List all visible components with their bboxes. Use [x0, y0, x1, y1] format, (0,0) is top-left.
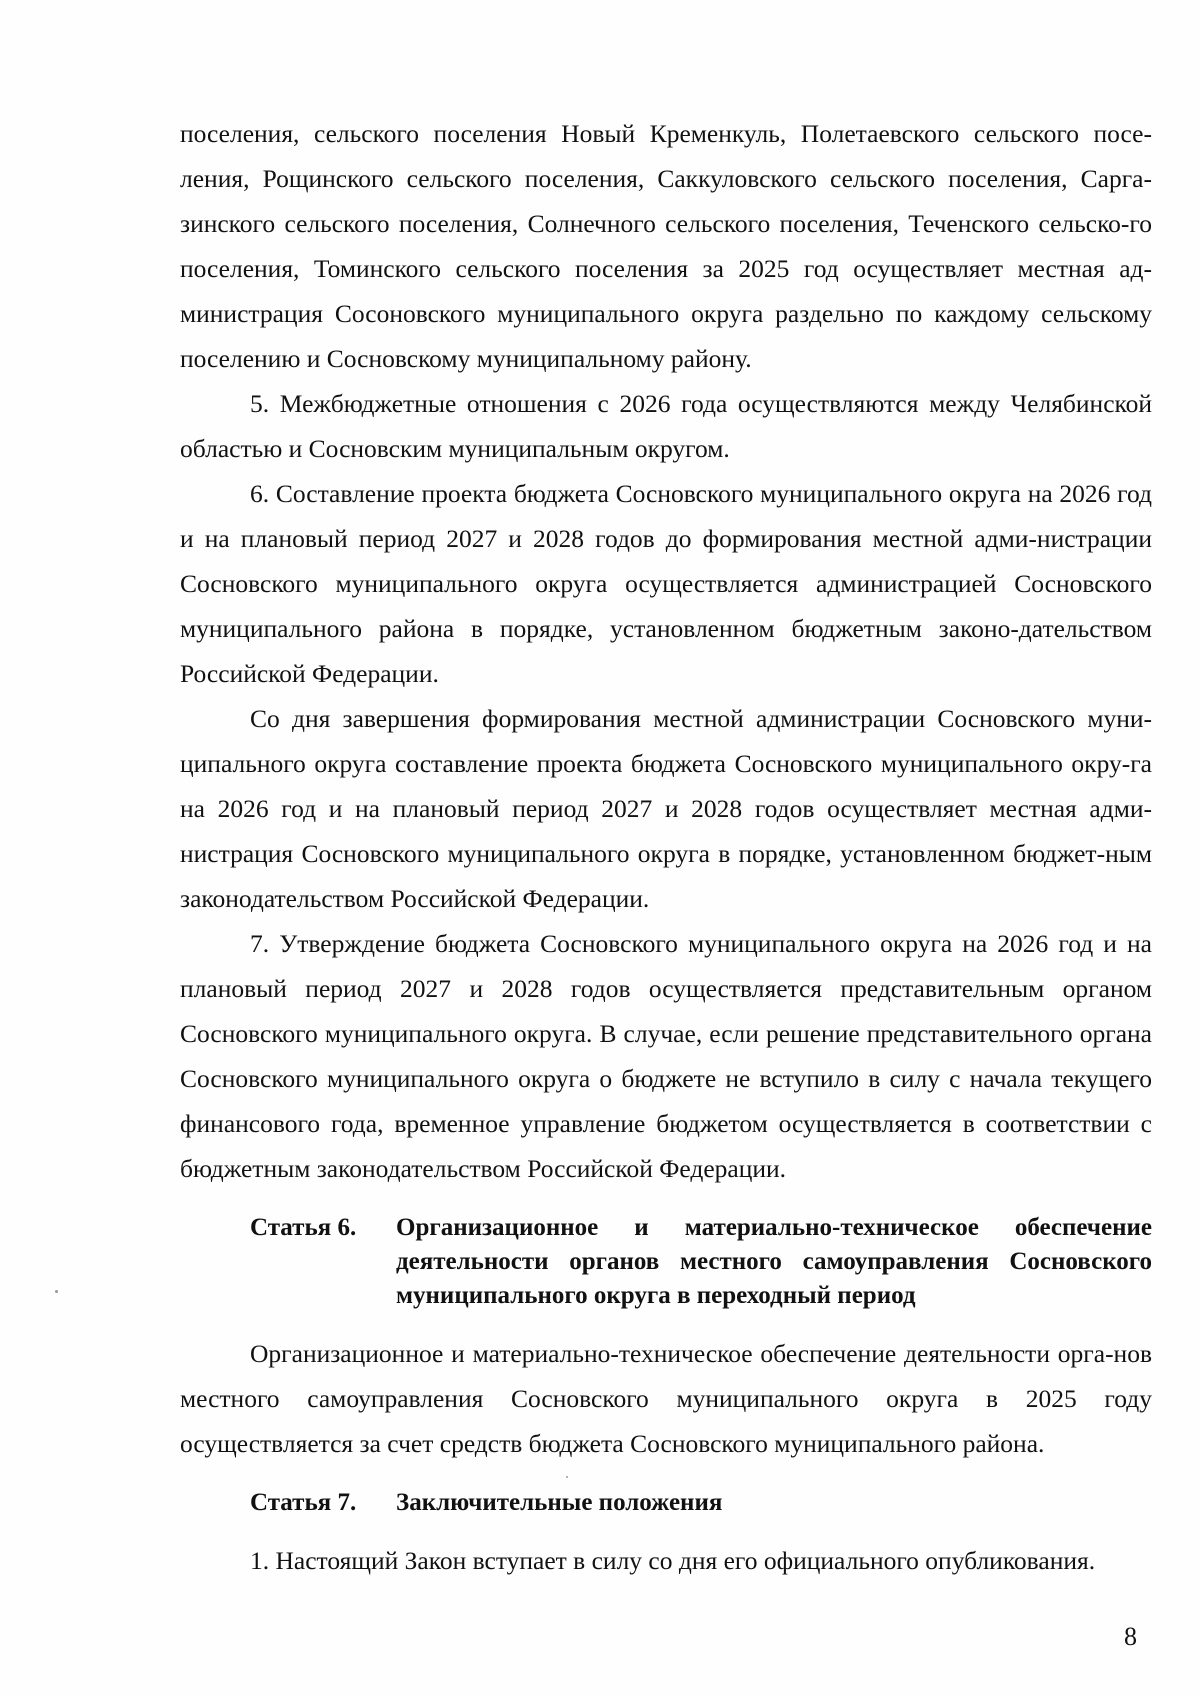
scan-speck	[55, 1290, 58, 1293]
article-6-number: Статья 6.	[250, 1214, 357, 1241]
article-6-title: Организационное и материально-техническое обеспечение деятельности органов местного самоуправления Сосновского муниципального округа в переходный период	[396, 1214, 1152, 1309]
document-body	[180, 111, 1152, 1583]
article-6-heading	[180, 1211, 1152, 1313]
scan-speck	[566, 1476, 568, 1478]
article-7-title: Заключительные положения	[396, 1489, 723, 1516]
article-7-number: Статья 7.	[250, 1489, 357, 1516]
paragraph-continuation: поселения, сельского поселения Новый Кременкуль, Полетаевского сельского посе-ления, Рощинского сельского поселения, Саккуловского сельского поселения, Сарга-зинского сельского поселения, Солнечного сельского поселения, Теченского сельско-го поселения, Томинского сельского поселения за 2025 год осуществляет местная ад-министрация Сосоновского муниципального округа раздельно по каждому сельскому поселению и Сосновскому муниципальному району.	[180, 119, 1152, 373]
paragraph-item-7: 7. Утверждение бюджета Сосновского муниципального округа на 2026 год и на плановый период 2027 и 2028 годов осуществляется представительным органом Сосновского муниципального округа. В случае, если решение представительного органа Сосновского муниципального округа о бюджете не вступило в силу с начала текущего финансового года, временное управление бюджетом осуществляется в соответствии с бюджетным законодательством Российской Федерации.	[180, 929, 1152, 1183]
article-7-body: 1. Настоящий Закон вступает в силу со дня его официального опубликования.	[250, 1546, 1096, 1575]
paragraph-item-6: 6. Составление проекта бюджета Сосновского муниципального округа на 2026 год и на плановый период 2027 и 2028 годов до формирования местной адми-нистрации Сосновского муниципального округа осуществляется администрацией Сосновского муниципального района в порядке, установленном бюджетным законо-дательством Российской Федерации.	[180, 479, 1152, 688]
paragraph-item-6-continued: Со дня завершения формирования местной администрации Сосновского муни-ципального округа составление проекта бюджета Сосновского муниципального окру-га на 2026 год и на плановый период 2027 и 2028 годов осуществляет местная адми-нистрация Сосновского муниципального округа в порядке, установленном бюджет-ным законодательством Российской Федерации.	[180, 704, 1152, 913]
article-6-body: Организационное и материально-техническое обеспечение деятельности орга-нов местного самоуправления Сосновского муниципального округа в 2025 году осуществляется за счет средств бюджета Сосновского муниципального района.	[180, 1339, 1152, 1458]
page-number: 8	[1124, 1622, 1137, 1651]
paragraph-item-5: 5. Межбюджетные отношения с 2026 года осуществляются между Челябинской областью и Сосновским муниципальным округом.	[180, 389, 1152, 463]
article-7-heading	[180, 1486, 1152, 1520]
